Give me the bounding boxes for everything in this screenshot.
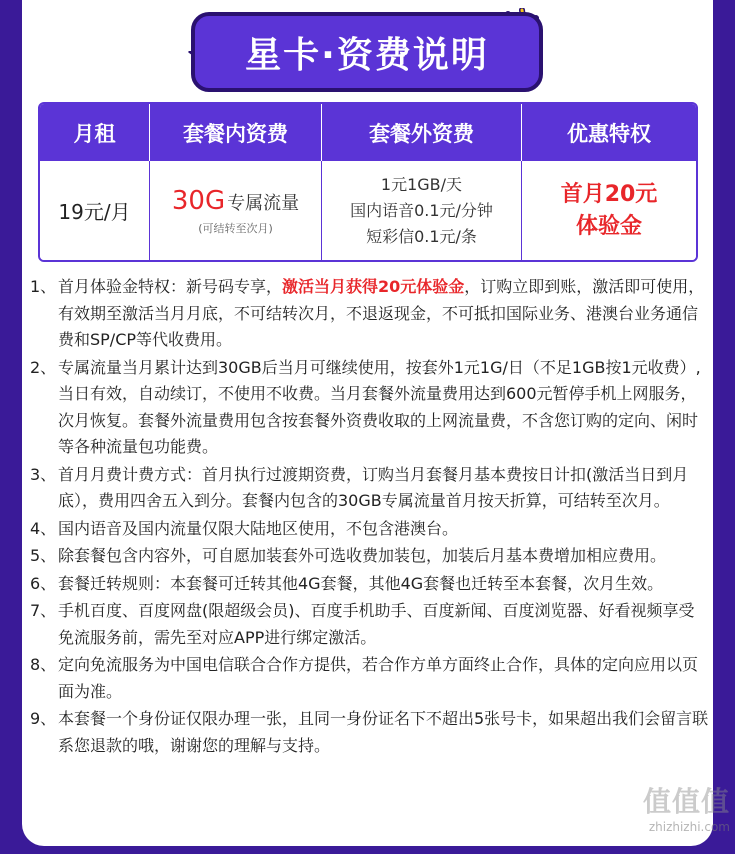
included-quota [172,186,299,216]
fee-table [38,102,698,262]
watermark-logo: 值值值 [642,785,730,818]
overage-data: 1元1GB/天 [380,174,463,194]
included-note: (可结转至次月) [198,221,273,235]
terms-item-number: 6、 [30,573,57,593]
terms-item-text: 专属流量当月累计达到30GB后当月可继续使用，按套外1元1G/日（不足1GB按1元收费）,当日有效，自动续订，不使用不收费。当月套餐外流量费用达到600元暂停手机上网服务，次月恢复。套餐外流量费用包含按套餐外资费收取的上网流量费，不含您订购的定向、闲时等各种流量包功能费。 [58,357,701,456]
included-amount: 30G [171,185,226,216]
terms-item-text: 定向免流服务为中国电信联合合作方提供，若合作方单方面终止合作，具体的定向应用以页面为准。 [58,655,699,701]
terms-item-text: 手机百度、百度网盘(限超级会员)、百度手机助手、百度新闻、百度浏览器、好看视频享受免流服务前，需先至对应APP进行绑定激活。 [58,601,695,647]
terms-item [30,462,710,515]
watermark-url: zhizhizhi.com [648,820,730,834]
terms-highlight: 激活当月获得20元体验金 [282,277,465,296]
terms-item-number: 4、 [30,518,57,538]
header-included-fees: 套餐内资费 [150,104,322,161]
cell-monthly-rent [40,161,150,260]
terms-item [30,274,710,354]
cell-promo [522,161,696,260]
terms-item [30,543,710,570]
terms-item-text: 除套餐包含内容外，可自愿加装套外可选收费加装包，加装后月基本费增加相应费用。 [58,546,667,565]
monthly-rent-value: 19元/月 [58,200,131,224]
cell-included [150,161,322,260]
terms-item-number: 2、 [30,357,57,377]
terms-item-text: 本套餐一个身份证仅限办理一张，且同一身份证名下不超出5张号卡，如果超出我们会留言联系您退款的哦，谢谢您的理解与支持。 [58,709,709,755]
terms-item-number: 7、 [30,601,57,620]
cell-overage [322,161,522,260]
terms-item-text: 国内语音及国内流量仅限大陆地区使用，不包含港澳台。 [58,518,459,538]
promo-line-2: 体验金 [575,213,642,239]
terms-item [30,355,710,461]
included-label: 专属流量 [227,192,300,214]
terms-item [30,652,710,705]
header-monthly-rent: 月租 [40,104,150,161]
terms-text: 首月体验金特权：新号码专享， [58,277,283,296]
terms-item [30,598,710,651]
overage-sms: 短彩信0.1元/条 [366,226,477,246]
terms-item-number: 9、 [30,709,57,728]
terms-item [30,516,710,543]
header-overage-fees: 套餐外资费 [322,104,522,161]
terms-list [30,274,710,760]
terms-text: ，订购立即到账，激活即可使用，有效期至激活当月月底，不可结转次月，不退返现金，不可抵扣国际业务、港澳台业务通信费和SP/CP等代收费用。 [58,277,705,349]
terms-item-text [58,274,710,354]
terms-item-number: 8、 [30,655,57,674]
fee-table-row [40,161,696,260]
header-privileges: 优惠特权 [567,121,651,146]
promo-line-1: 首月20元 [560,181,658,207]
page-title: 星卡·资费说明 [245,34,489,76]
terms-item-number: 5、 [30,546,57,565]
terms-item-number: 1、 [30,277,57,296]
terms-item-text: 首月月费计费方式：首月执行过渡期资费，订购当月套餐月基本费按日计扣(激活当日到月底），费用四舍五入到分。套餐内包含的30GB专属流量首月按天折算，可结转至次月。 [58,464,689,510]
terms-item [30,571,710,598]
terms-item [30,706,710,759]
terms-item-text: 套餐迁转规则：本套餐可迁转其他4G套餐，其他4G套餐也迁转至本套餐，次月生效。 [58,573,664,593]
title-badge [191,12,543,92]
terms-item-number: 3、 [30,464,57,484]
overage-voice: 国内语音0.1元/分钟 [350,200,493,220]
fee-table-header [40,104,696,161]
watermark [596,780,730,834]
